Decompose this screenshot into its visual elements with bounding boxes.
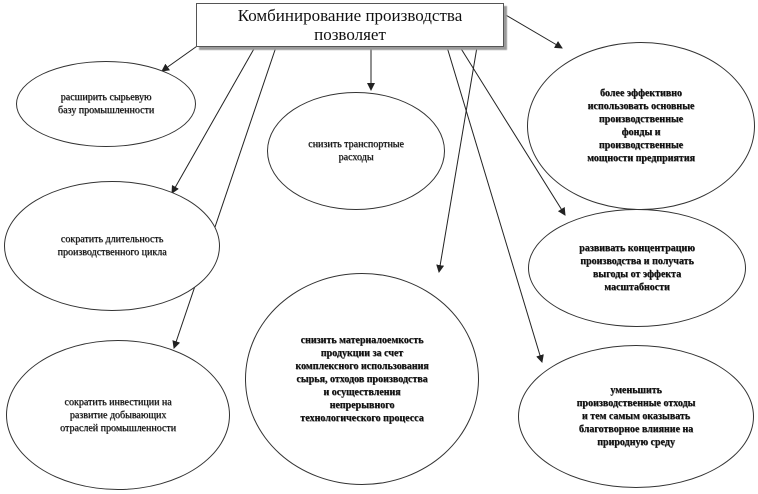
node-label: сократить длительность производственного цикла <box>57 234 167 258</box>
node-label: более эффективно использовать основные производственные фонды и производственные мощности предприятия <box>587 88 695 164</box>
arrow-to-n8 <box>447 47 542 362</box>
node-reduce-waste <box>518 345 754 488</box>
node-develop-concentration <box>528 209 746 327</box>
diagram-title: Комбинирование производства позволяет <box>237 6 463 44</box>
node-label: снизить транспортные расходы <box>308 139 404 163</box>
node-expand-raw-material-base <box>16 61 196 147</box>
node-label: снизить материалоемкость продукции за счет комплексного использования сырья, отходов производства и осуществления непрерывного технологического процесса <box>295 334 429 424</box>
node-reduce-investment <box>6 340 230 490</box>
node-label: уменьшить производственные отходы и тем самым оказывать благотворное влияние на природную среду <box>576 385 696 448</box>
node-label: расширить сырьевую базу промышленности <box>57 92 155 116</box>
node-label: развивать концентрацию производства и получать выгоды от эффекта масштабности <box>579 243 695 293</box>
node-label: сократить инвестиции на развитие добывающих отраслей промышленности <box>60 396 176 434</box>
node-reduce-production-cycle <box>4 181 220 311</box>
arrow-to-n5 <box>439 47 477 272</box>
node-reduce-material-intensity <box>245 273 479 485</box>
node-reduce-transport-costs <box>267 92 445 210</box>
arrow-to-n6 <box>504 14 562 48</box>
arrow-to-n1 <box>162 44 200 71</box>
diagram-title-box <box>196 3 504 47</box>
node-use-fixed-assets-efficiently <box>527 42 755 210</box>
